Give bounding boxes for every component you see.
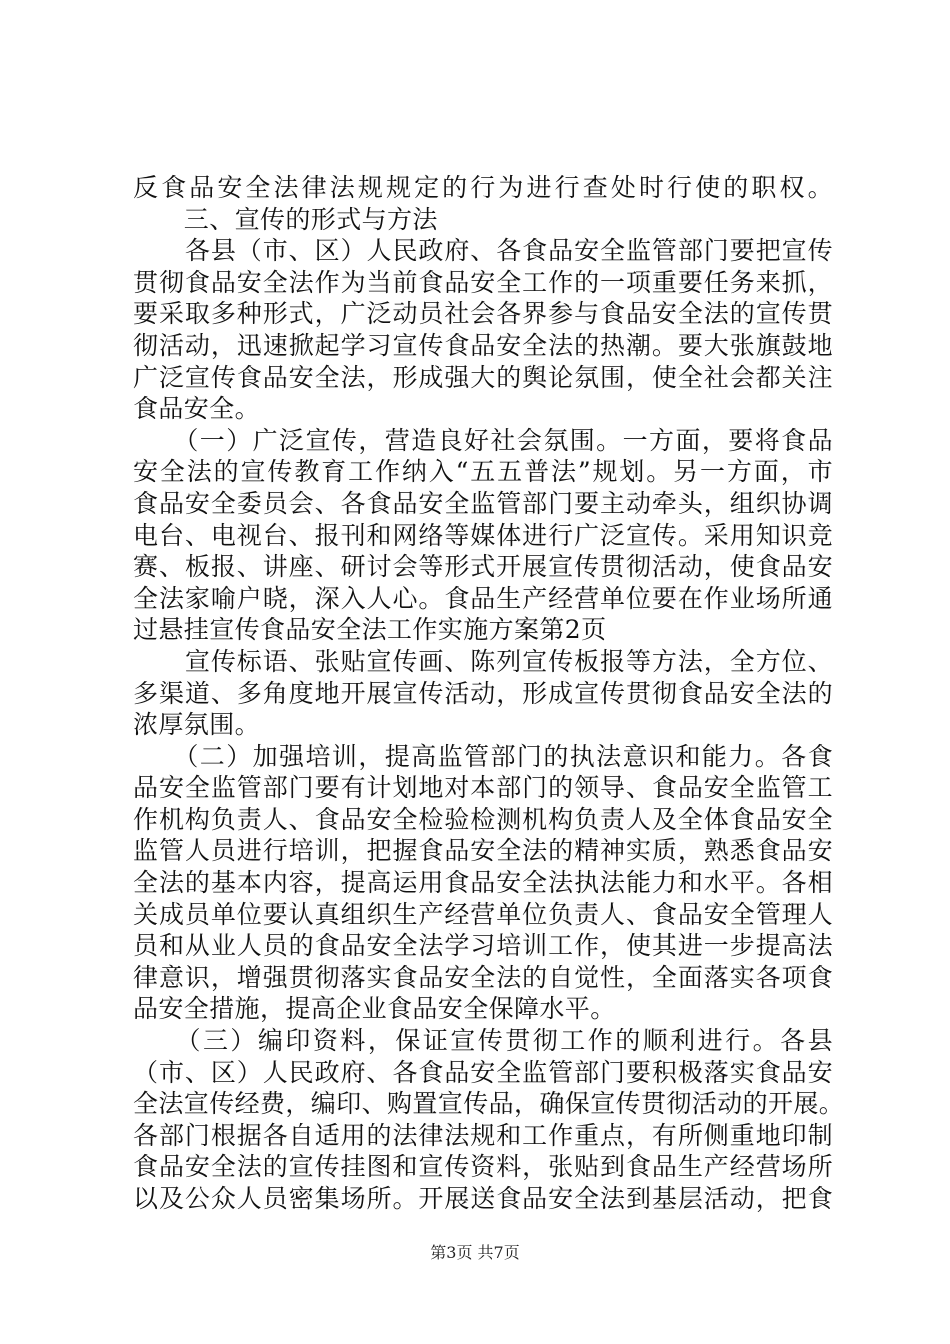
- body-line: 全法的基本内容，提高运用食品安全法执法能力和水平。各相: [133, 868, 833, 898]
- body-line: 广泛宣传食品安全法，形成强大的舆论氛围，使全社会都关注: [133, 362, 833, 392]
- body-line: 全法宣传经费，编印、购置宣传品，确保宣传贯彻活动的开展。: [133, 1089, 845, 1119]
- body-line: 彻活动，迅速掀起学习宣传食品安全法的热潮。要大张旗鼓地: [133, 330, 833, 360]
- body-line: 电台、电视台、报刊和网络等媒体进行广泛宣传。采用知识竞: [133, 520, 833, 550]
- body-line: 宣传标语、张贴宣传画、陈列宣传板报等方法，全方位、: [133, 646, 833, 676]
- page-number-label: 第3页 共7页: [430, 1243, 520, 1262]
- body-line: 员和从业人员的食品安全法学习培训工作，使其进一步提高法: [133, 931, 833, 961]
- body-line: 作机构负责人、食品安全检验检测机构负责人及全体食品安全: [133, 804, 833, 834]
- body-line: 以及公众人员密集场所。开展送食品安全法到基层活动，把食: [133, 1184, 833, 1213]
- body-line: 各部门根据各自适用的法律法规和工作重点，有所侧重地印制: [133, 1120, 833, 1150]
- body-line: 各县（市、区）人民政府、各食品安全监管部门要把宣传: [133, 236, 833, 266]
- body-line: （二）加强培训，提高监管部门的执法意识和能力。各食: [133, 741, 833, 771]
- body-line: 过悬挂宣传食品安全法工作实施方案第2页: [133, 615, 607, 645]
- body-line: 全法家喻户晓，深入人心。食品生产经营单位要在作业场所通: [133, 583, 833, 613]
- body-line: 食品安全。: [133, 394, 261, 424]
- document-body: [133, 172, 845, 1215]
- body-line: 律意识，增强贯彻落实食品安全法的自觉性，全面落实各项食: [133, 962, 833, 992]
- page-footer: [0, 1243, 950, 1263]
- body-line: 食品安全法的宣传挂图和宣传资料，张贴到食品生产经营场所: [133, 1152, 833, 1182]
- body-line: 品安全措施，提高企业食品安全保障水平。: [133, 994, 616, 1024]
- body-line: 安全法的宣传教育工作纳入“五五普法”规划。另一方面，市: [133, 457, 833, 487]
- section-heading: 三、宣传的形式与方法: [133, 204, 438, 234]
- body-line: （市、区）人民政府、各食品安全监管部门要积极落实食品安: [133, 1057, 833, 1087]
- body-line: 食品安全委员会、各食品安全监管部门要主动牵头，组织协调: [133, 488, 833, 518]
- body-line: （三）编印资料，保证宣传贯彻工作的顺利进行。各县: [133, 1026, 833, 1056]
- body-line: （一）广泛宣传，营造良好社会氛围。一方面，要将食品: [133, 425, 833, 455]
- body-line: 品安全监管部门要有计划地对本部门的领导、食品安全监管工: [133, 773, 833, 803]
- body-line: 赛、板报、讲座、研讨会等形式开展宣传贯彻活动，使食品安: [133, 552, 833, 582]
- body-line: 要采取多种形式，广泛动员社会各界参与食品安全法的宣传贯: [133, 299, 833, 329]
- body-line: 关成员单位要认真组织生产经营单位负责人、食品安全管理人: [133, 899, 833, 929]
- body-line: 贯彻食品安全法作为当前食品安全工作的一项重要任务来抓，: [133, 267, 833, 297]
- body-line: 多渠道、多角度地开展宣传活动，形成宣传贯彻食品安全法的: [133, 678, 833, 708]
- body-line: 监管人员进行培训，把握食品安全法的精神实质，熟悉食品安: [133, 836, 833, 866]
- body-line: 反食品安全法律法规规定的行为进行查处时行使的职权。: [133, 173, 833, 202]
- body-line: 浓厚氛围。: [133, 710, 261, 740]
